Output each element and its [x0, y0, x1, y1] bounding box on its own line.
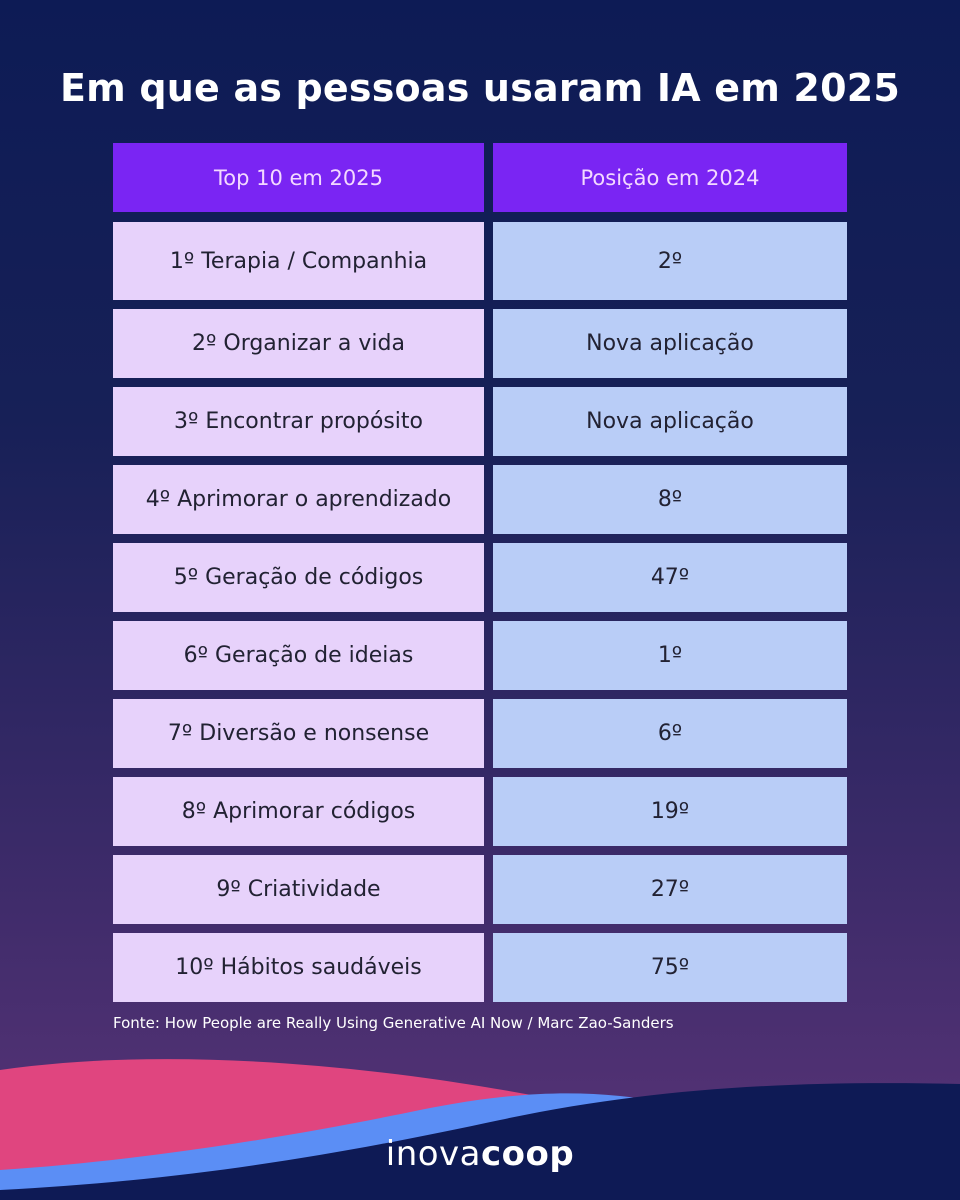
logo-part-coop: coop	[481, 1134, 575, 1174]
use-cell: 3º Encontrar propósito	[113, 387, 484, 456]
table-row	[113, 777, 847, 846]
position-cell: 1º	[493, 621, 847, 690]
table-row	[113, 309, 847, 378]
inovacoop-logo	[0, 1134, 960, 1174]
use-cell: 10º Hábitos saudáveis	[113, 933, 484, 1002]
decorative-waves	[0, 1040, 960, 1200]
position-cell: Nova aplicação	[493, 387, 847, 456]
page-title: Em que as pessoas usaram IA em 2025	[60, 66, 900, 110]
header-top10: Top 10 em 2025	[113, 143, 484, 212]
table-row	[113, 621, 847, 690]
table-row	[113, 222, 847, 300]
table-header-row	[113, 143, 847, 212]
use-cell: 8º Aprimorar códigos	[113, 777, 484, 846]
position-cell: 27º	[493, 855, 847, 924]
position-cell: 19º	[493, 777, 847, 846]
table-row	[113, 933, 847, 1002]
position-cell: 75º	[493, 933, 847, 1002]
table-row	[113, 465, 847, 534]
ranking-table	[113, 143, 847, 1011]
use-cell: 2º Organizar a vida	[113, 309, 484, 378]
header-position-2024: Posição em 2024	[493, 143, 847, 212]
use-cell: 4º Aprimorar o aprendizado	[113, 465, 484, 534]
position-cell: Nova aplicação	[493, 309, 847, 378]
use-cell: 1º Terapia / Companhia	[113, 222, 484, 300]
table-row	[113, 699, 847, 768]
position-cell: 8º	[493, 465, 847, 534]
position-cell: 47º	[493, 543, 847, 612]
logo-part-inova: inova	[385, 1134, 482, 1174]
position-cell: 2º	[493, 222, 847, 300]
use-cell: 6º Geração de ideias	[113, 621, 484, 690]
position-cell: 6º	[493, 699, 847, 768]
table-row	[113, 855, 847, 924]
use-cell: 7º Diversão e nonsense	[113, 699, 484, 768]
source-note: Fonte: How People are Really Using Generative AI Now / Marc Zao-Sanders	[113, 1014, 674, 1032]
table-row	[113, 387, 847, 456]
use-cell: 5º Geração de códigos	[113, 543, 484, 612]
table-row	[113, 543, 847, 612]
use-cell: 9º Criatividade	[113, 855, 484, 924]
